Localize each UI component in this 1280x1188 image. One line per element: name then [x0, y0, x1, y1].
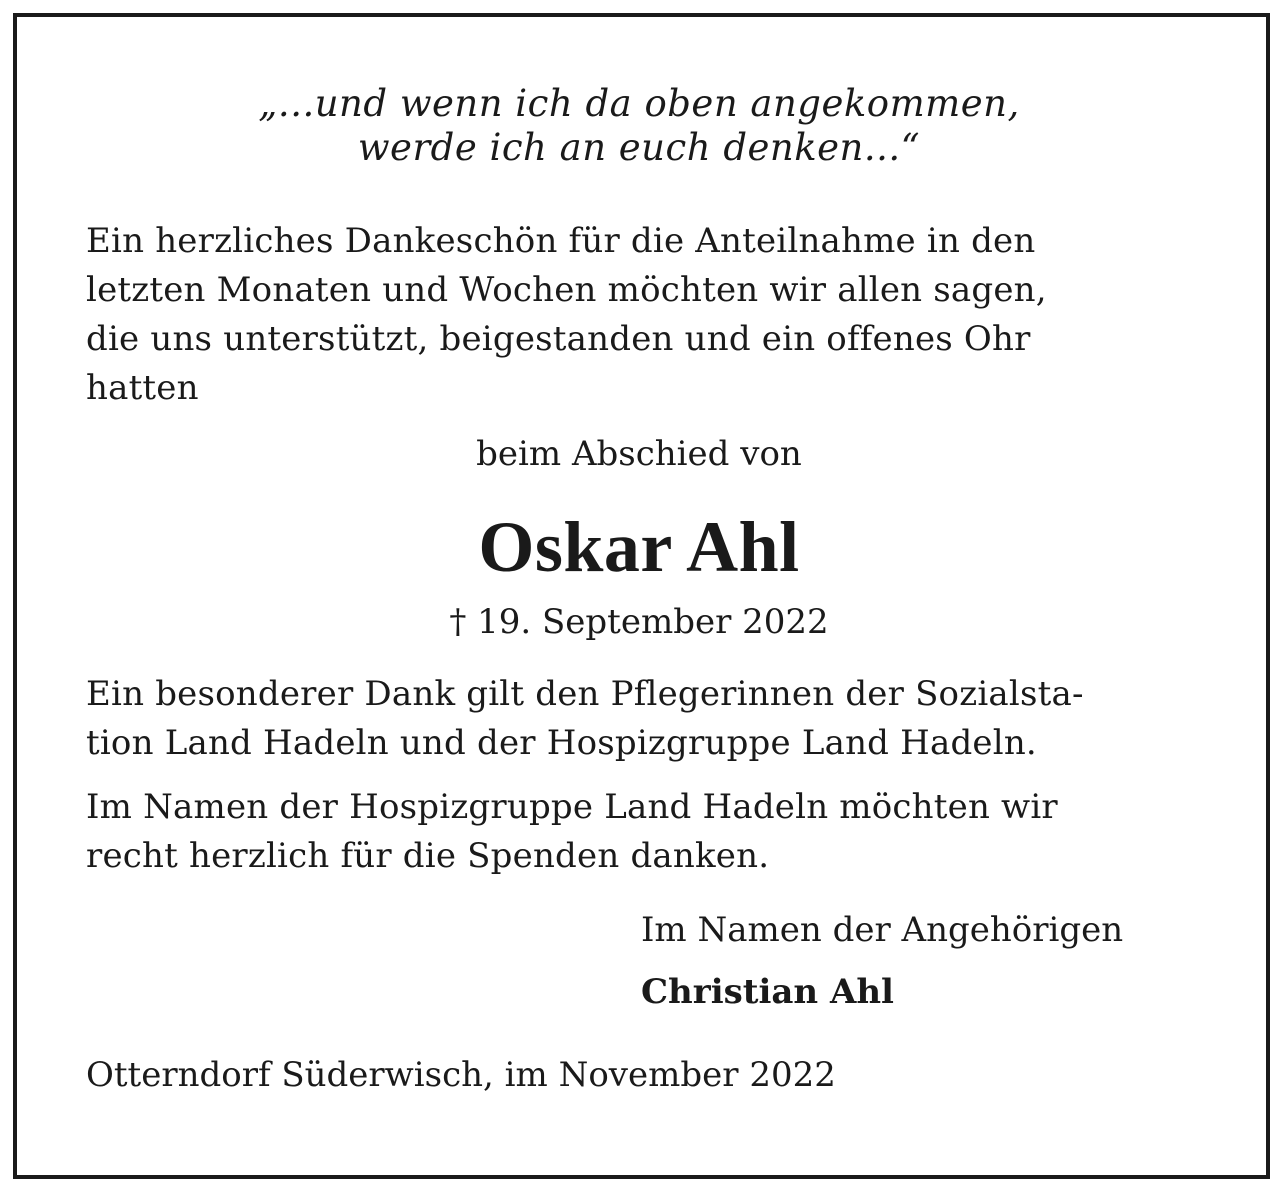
quote-line-2: werde ich an euch denken...“ — [357, 126, 921, 169]
donation-thanks-paragraph — [86, 783, 1192, 881]
death-date: † 19. September 2022 — [449, 602, 829, 642]
quote-line-1: „...und wenn ich da oben angekommen, — [258, 82, 1020, 125]
donation-thanks-line: Im Namen der Hospizgruppe Land Hadeln möchten wir — [86, 787, 1058, 827]
thanks-line: letzten Monaten und Wochen möchten wir allen sagen, — [86, 270, 1047, 310]
special-thanks-line: Ein besonderer Dank gilt den Pflegerinnen der Sozialsta- — [86, 674, 1084, 714]
special-thanks-paragraph — [86, 670, 1192, 768]
thanks-paragraph — [86, 217, 1192, 413]
thanks-line: hatten — [86, 368, 199, 408]
deceased-name: Oskar Ahl — [478, 507, 800, 587]
farewell-intro: beim Abschied von — [476, 434, 802, 474]
place-and-date: Otterndorf Süderwisch, im November 2022 — [86, 1055, 836, 1095]
thanks-line: Ein herzliches Dankeschön für die Anteilnahme in den — [86, 221, 1036, 261]
thanks-line: die uns unterstützt, beigestanden und ein offenes Ohr — [86, 319, 1031, 359]
special-thanks-line: tion Land Hadeln und der Hospizgruppe Land Hadeln. — [86, 723, 1037, 763]
opening-quote — [86, 82, 1192, 170]
on-behalf-text: Im Namen der Angehörigen — [641, 910, 1124, 950]
donation-thanks-line: recht herzlich für die Spenden danken. — [86, 836, 770, 876]
signer-name: Christian Ahl — [641, 972, 894, 1012]
signature-block — [641, 908, 1192, 1014]
